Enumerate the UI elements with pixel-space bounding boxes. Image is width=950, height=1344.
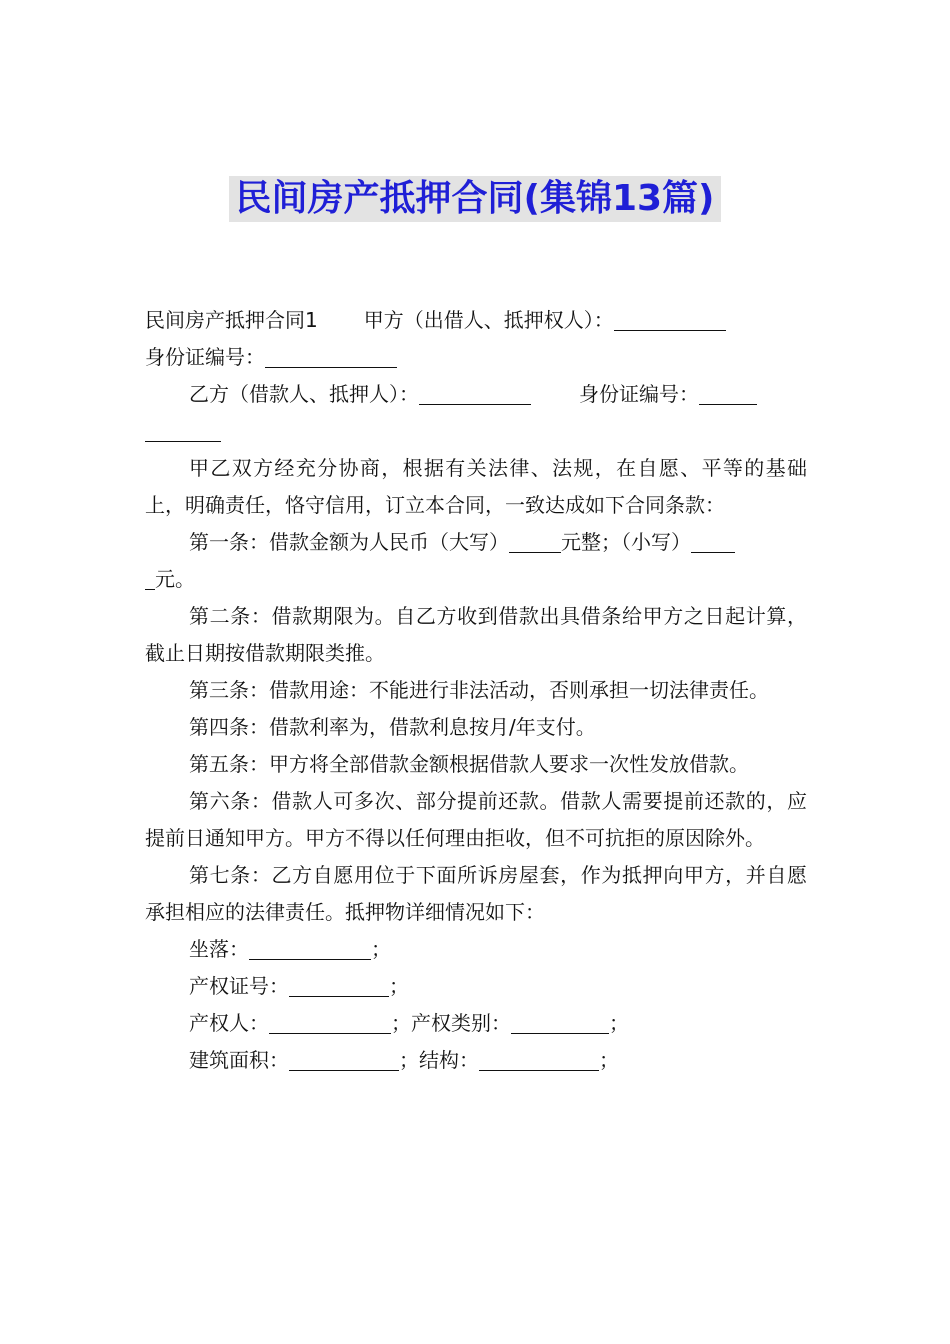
party-b-blank (419, 382, 531, 405)
location-blank (249, 937, 371, 960)
article-1-text-b: 元整；（小写） (561, 530, 691, 554)
party-a-blank (614, 308, 726, 331)
area-label: 建筑面积： (189, 1048, 289, 1072)
article-1-text-a: 第一条：借款金额为人民币（大写） (189, 530, 509, 554)
party-b-id-label: 身份证编号： (579, 382, 699, 406)
party-b-id-blank-1 (699, 382, 757, 405)
article-1-text-c: 元。 (155, 567, 195, 591)
party-b-line (145, 376, 807, 413)
party-a-id-label: 身份证编号： (145, 345, 265, 369)
party-a-id-line (145, 339, 807, 376)
article-7: 第七条：乙方自愿用位于下面所诉房屋套，作为抵押向甲方，并自愿承担相应的法律责任。抵押物详细情况如下： (145, 863, 807, 924)
article-5: 第五条：甲方将全部借款金额根据借款人要求一次性发放借款。 (189, 752, 749, 776)
structure-blank (479, 1048, 599, 1071)
party-a-id-blank (265, 345, 397, 368)
owner-line (145, 1005, 807, 1042)
article-1 (145, 524, 807, 598)
amount-lowercase-blank-2 (145, 567, 155, 590)
contract-number-label: 民间房产抵押合同1 (145, 308, 318, 332)
semicolon: ； (371, 937, 391, 961)
semicolon: ； (599, 1048, 619, 1072)
article-6: 第六条：借款人可多次、部分提前还款。借款人需要提前还款的，应提前日通知甲方。甲方不得以任何理由拒收，但不可抗拒的原因除外。 (145, 789, 807, 850)
owner-label: 产权人： (189, 1011, 269, 1035)
owner-blank (269, 1011, 391, 1034)
area-line (145, 1042, 807, 1079)
certificate-label: 产权证号： (189, 974, 289, 998)
party-b-id-continuation (145, 413, 807, 450)
party-b-label: 乙方（借款人、抵押人）： (189, 382, 419, 406)
title-container (0, 176, 950, 222)
article-3: 第三条：借款用途：不能进行非法活动，否则承担一切法律责任。 (189, 678, 769, 702)
party-a-label: 甲方（出借人、抵押权人）： (363, 308, 614, 332)
certificate-blank (289, 974, 389, 997)
location-label: 坐落： (189, 937, 249, 961)
document-title: 民间房产抵押合同(集锦13篇) (229, 176, 720, 222)
structure-label: 结构： (419, 1048, 479, 1072)
party-b-id-blank-2 (145, 419, 221, 442)
semicolon: ； (391, 1011, 411, 1035)
certificate-line (145, 968, 807, 1005)
ownership-type-label: 产权类别： (411, 1011, 511, 1035)
amount-uppercase-blank (509, 530, 561, 553)
contract-heading-line (145, 302, 807, 339)
semicolon: ； (609, 1011, 629, 1035)
ownership-type-blank (511, 1011, 609, 1034)
area-blank (289, 1048, 399, 1071)
semicolon: ； (399, 1048, 419, 1072)
article-2: 第二条：借款期限为。自乙方收到借款出具借条给甲方之日起计算，截止日期按借款期限类推。 (145, 604, 807, 665)
contract-body (145, 302, 807, 1079)
semicolon: ； (389, 974, 409, 998)
preamble-paragraph: 甲乙双方经充分协商，根据有关法律、法规，在自愿、平等的基础上，明确责任，恪守信用，订立本合同，一致达成如下合同条款： (145, 456, 807, 517)
property-location-line (145, 931, 807, 968)
article-4: 第四条：借款利率为，借款利息按月/年支付。 (189, 715, 596, 739)
amount-lowercase-blank-1 (691, 530, 735, 553)
